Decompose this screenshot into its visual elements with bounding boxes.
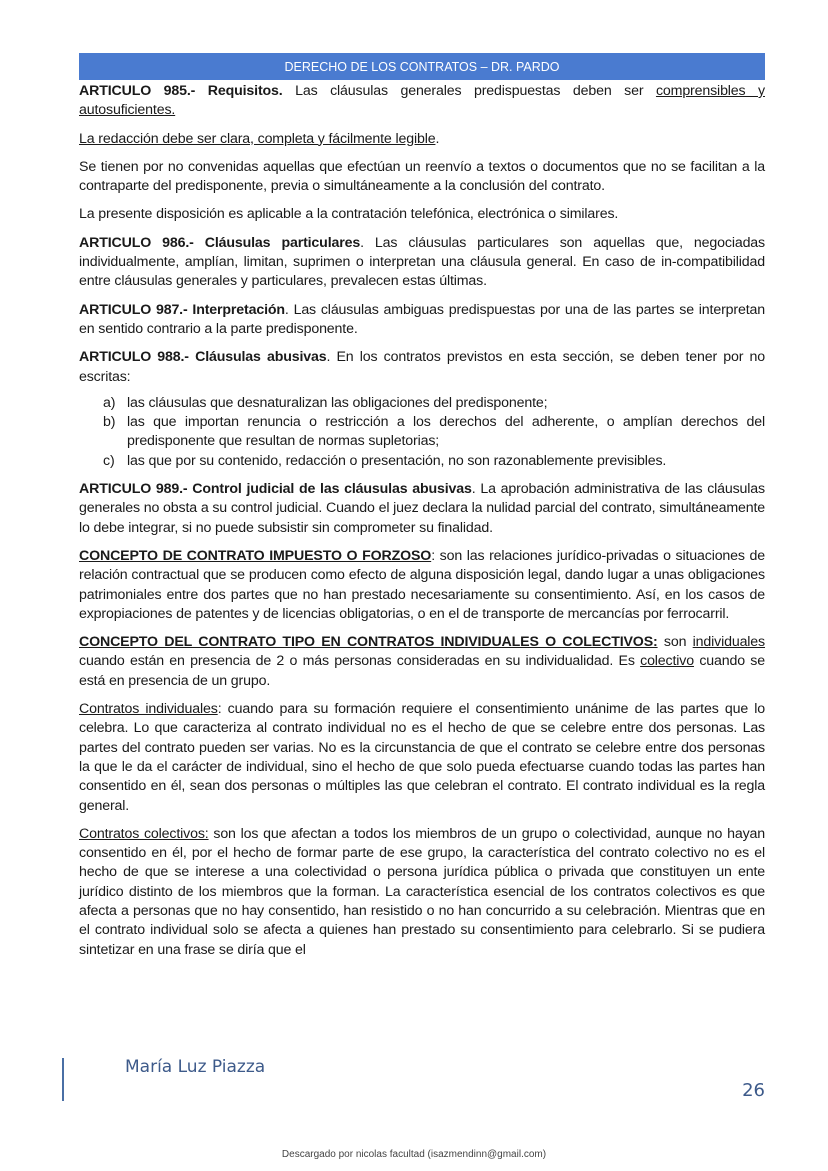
footer-author: María Luz Piazza [125,1057,266,1077]
text-segment: cuando están en presencia de 2 o más personas consideradas en su individualidad. Es [79,653,641,670]
bold-heading-text: ARTICULO 987.- Interpretación [79,301,285,318]
paragraph-group-1 [79,82,765,387]
footer-divider [62,1058,64,1101]
bold-heading-text: CONCEPTO DEL CONTRATO TIPO EN CONTRATOS INDIVIDUALES O COLECTIVOS: [79,634,658,651]
paragraph [79,348,765,387]
paragraph-group-2 [79,480,765,960]
underlined-text: Contratos colectivos: [79,825,209,842]
list-item-text: las que por su contenido, redacción o presentación, no son razonablemente previsibles. [127,452,667,469]
text-segment: . Las cláusulas particulares son aquellas que, negociadas individualmente, amplían, limitan, suprimen o interpretan una cláusula general. En caso de in-compatibilidad entre cláusulas generales y particulares, prevalecen estas últimas. [79,234,765,290]
text-segment: cuando se está en presencia de un grupo. [79,653,765,689]
bold-heading-text: ARTICULO 986.- Cláusulas particulares [79,234,361,251]
paragraph [79,234,765,292]
underlined-text: colectivo [640,653,694,670]
abusive-clauses-list [79,394,765,471]
paragraph [79,547,765,624]
list-item-text: las que importan renuncia o restricción a los derechos del adherente, o amplían derechos del predisponente que resultan de normas supletorias; [127,414,765,450]
paragraph [79,82,765,121]
list-item [103,413,765,452]
running-header: DERECHO DE LOS CONTRATOS – DR. PARDO [79,53,765,80]
text-segment: La presente disposición es aplicable a la contratación telefónica, electrónica o similares. [79,206,619,223]
page-number: 26 [742,1080,765,1101]
text-segment: son los que afectan a todos los miembros de un grupo o colectividad, aunque no hayan consentido en él, por el hecho de formar parte de ese grupo, la característica del contrato colectivo no es el hecho de que se interese a una colectividad o persona jurídica pública o privada que constituyen un ente jurídico distinto de los miembros que la forman. La característica esencial de los contratos colectivos es que afecta a personas que no hay consentido, han resistido o no han concurrido a su celebración. Mientras que en el contrato individual solo se afecta a quienes han prestado su consentimiento para celebrarlo. Si se pudiera sintetizar en una frase se diría que el [79,825,765,958]
text-segment: son [657,634,693,651]
underlined-text: individuales [692,634,765,651]
list-marker: b) [103,414,116,431]
underlined-text: Contratos individuales [79,701,218,718]
list-marker: a) [103,394,116,411]
list-item [103,394,765,413]
text-segment: : son las relaciones jurídico-privadas o situaciones de relación contractual que se producen como efecto de alguna disposición legal, dando lugar a unas obligaciones patrimoniales entre dos partes que no han prestado necesariamente su consentimiento. Así, en los casos de expropiaciones de patentes y de licencias obligatorias, o en el de transporte de mercancías por ferrocarril. [79,547,766,622]
text-segment: . Las cláusulas ambiguas predispuestas por una de las partes se interpretan en sentido contrario a la parte predisponente. [79,301,765,337]
bold-heading-text: ARTICULO 988.- Cláusulas abusivas [79,349,327,366]
underlined-text: comprensibles y autosuficientes. [79,83,765,119]
bold-heading-text: CONCEPTO DE CONTRATO IMPUESTO O FORZOSO [79,547,432,564]
text-segment: . En los contratos previstos en esta sección, se deben tener por no escritas: [79,349,765,385]
document-body [79,82,765,969]
bold-heading-text: ARTICULO 989.- Control judicial de las cláusulas abusivas [79,481,472,498]
paragraph [79,633,765,691]
download-note: Descargado por nicolas facultad (isazmendinn@gmail.com) [281,1149,547,1160]
paragraph [79,205,765,224]
paragraph [79,825,765,960]
paragraph [79,480,765,538]
list-marker: c) [103,452,115,469]
underlined-text: La redacción debe ser clara, completa y fácilmente legible [79,130,436,147]
text-segment: . [435,130,440,147]
paragraph [79,130,765,149]
text-segment: Las cláusulas generales predispuestas deben ser [282,83,656,99]
paragraph [79,301,765,340]
bold-heading-text: ARTICULO 985.- Requisitos. [79,83,283,99]
text-segment: : cuando para su formación requiere el consentimiento unánime de las partes que lo celebra. Lo que caracteriza al contrato individual no es el hecho de que se celebre entre dos personas. Las partes del contrato pueden ser varias. No es la circunstancia de que el contrato se celebre entre dos personas la que le da el carácter de individual, sino el hecho de que solo pueda efectuarse cuando todas las partes han consentido en él, sean dos personas o múltiples las que celebran el contrato. El contrato individual es la regla general. [79,701,766,814]
paragraph [79,700,765,816]
text-segment: . La aprobación administrativa de las cláusulas generales no obsta a su control judicial. Cuando el juez declara la nulidad parcial del contrato, simultáneamente lo debe integrar, si no puede subsistir sin comprometer su finalidad. [79,481,765,536]
paragraph [79,158,765,197]
text-segment: Se tienen por no convenidas aquellas que efectúan un reenvío a textos o documentos que no se facilitan a la contraparte del predisponente, previa o simultáneamente a la conclusión del contrato. [79,158,765,195]
list-item [103,452,765,471]
list-item-text: las cláusulas que desnaturalizan las obligaciones del predisponente; [127,394,548,411]
